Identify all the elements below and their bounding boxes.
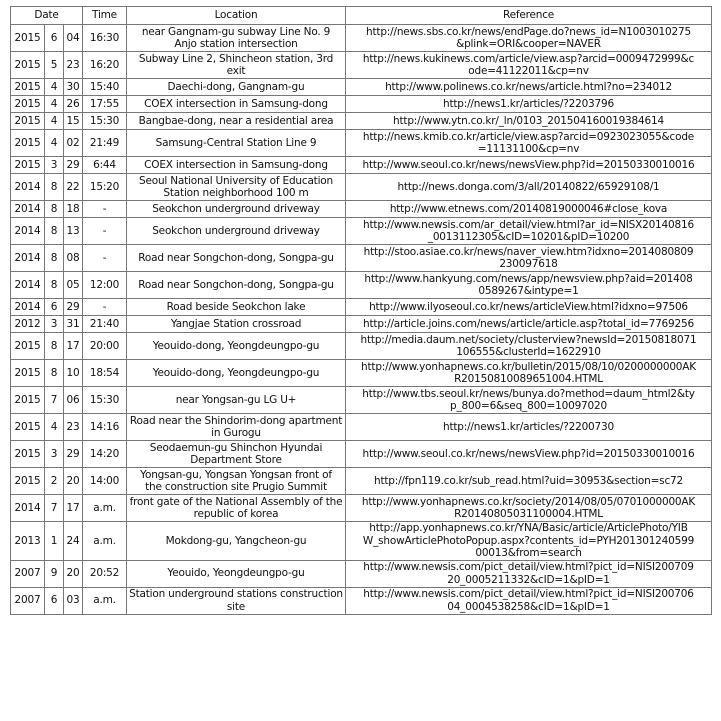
cell-time: 21:40 [83, 316, 127, 333]
table-row [11, 157, 712, 174]
cell-year: 2013 [11, 522, 45, 561]
cell-day: 20 [64, 560, 83, 587]
cell-year: 2007 [11, 587, 45, 614]
cell-day: 22 [64, 174, 83, 201]
table-row [11, 441, 712, 468]
cell-month: 8 [45, 333, 64, 360]
cell-year: 2015 [11, 52, 45, 79]
cell-location: Road beside Seokchon lake [127, 299, 346, 316]
table-row [11, 96, 712, 113]
cell-time: 14:16 [83, 414, 127, 441]
cell-day: 04 [64, 25, 83, 52]
cell-location: front gate of the National Assembly of the republic of korea [127, 495, 346, 522]
table-row [11, 25, 712, 52]
cell-location: Yangjae Station crossroad [127, 316, 346, 333]
cell-day: 23 [64, 414, 83, 441]
cell-day: 02 [64, 130, 83, 157]
cell-day: 23 [64, 52, 83, 79]
table-row [11, 130, 712, 157]
table-row [11, 52, 712, 79]
incident-table [10, 6, 712, 615]
table-row [11, 113, 712, 130]
cell-month: 4 [45, 96, 64, 113]
cell-reference: http://www.ytn.co.kr/_ln/0103_201504160019384614 [346, 113, 712, 130]
cell-month: 6 [45, 587, 64, 614]
cell-reference: http://news.sbs.co.kr/news/endPage.do?news_id=N1003010275 &plink=ORI&cooper=NAVER [346, 25, 712, 52]
table-row [11, 387, 712, 414]
cell-month: 8 [45, 272, 64, 299]
cell-reference: http://fpn119.co.kr/sub_read.html?uid=30953&section=sc72 [346, 468, 712, 495]
cell-time: 6:44 [83, 157, 127, 174]
cell-reference: http://news1.kr/articles/?2203796 [346, 96, 712, 113]
cell-reference: http://www.seoul.co.kr/news/newsView.php?id=20150330010016 [346, 441, 712, 468]
cell-month: 4 [45, 79, 64, 96]
cell-reference: http://article.joins.com/news/article/article.asp?total_id=7769256 [346, 316, 712, 333]
cell-month: 6 [45, 25, 64, 52]
cell-reference: http://media.daum.net/society/clusterview?newsId=20150818071 106555&clusterId=1622910 [346, 333, 712, 360]
cell-year: 2014 [11, 174, 45, 201]
cell-month: 3 [45, 157, 64, 174]
cell-location: Seokchon underground driveway [127, 201, 346, 218]
table-row [11, 245, 712, 272]
cell-reference: http://app.yonhapnews.co.kr/YNA/Basic/article/ArticlePhoto/YIB W_showArticlePhotoPopup.aspx?contents_id=PYH201301240599 00013&from=search [346, 522, 712, 561]
cell-day: 30 [64, 79, 83, 96]
cell-time: - [83, 245, 127, 272]
table-row [11, 560, 712, 587]
cell-day: 20 [64, 468, 83, 495]
cell-time: 17:55 [83, 96, 127, 113]
cell-month: 4 [45, 113, 64, 130]
cell-month: 8 [45, 245, 64, 272]
cell-month: 6 [45, 299, 64, 316]
cell-location: Yeouido, Yeongdeungpo-gu [127, 560, 346, 587]
cell-year: 2014 [11, 201, 45, 218]
cell-month: 5 [45, 52, 64, 79]
cell-reference: http://www.ilyoseoul.co.kr/news/articleView.html?idxno=97506 [346, 299, 712, 316]
cell-day: 18 [64, 201, 83, 218]
cell-year: 2015 [11, 96, 45, 113]
cell-reference: http://www.hankyung.com/news/app/newsview.php?aid=201408 0589267&intype=1 [346, 272, 712, 299]
cell-location: Mokdong-gu, Yangcheon-gu [127, 522, 346, 561]
cell-reference: http://news1.kr/articles/?2200730 [346, 414, 712, 441]
cell-time: - [83, 299, 127, 316]
cell-day: 29 [64, 157, 83, 174]
cell-reference: http://www.newsis.com/pict_detail/view.html?pict_id=NISI200706 04_0004538258&cID=1&pID=1 [346, 587, 712, 614]
cell-day: 05 [64, 272, 83, 299]
cell-month: 2 [45, 468, 64, 495]
cell-time: a.m. [83, 522, 127, 561]
cell-month: 8 [45, 201, 64, 218]
cell-location: Subway Line 2, Shincheon station, 3rd exit [127, 52, 346, 79]
cell-year: 2015 [11, 157, 45, 174]
header-location: Location [127, 7, 346, 25]
cell-time: 20:52 [83, 560, 127, 587]
cell-time: 12:00 [83, 272, 127, 299]
cell-month: 3 [45, 316, 64, 333]
header-reference: Reference [346, 7, 712, 25]
cell-reference: http://www.seoul.co.kr/news/newsView.php?id=20150330010016 [346, 157, 712, 174]
table-header [11, 7, 712, 25]
table-row [11, 414, 712, 441]
cell-time: 15:30 [83, 113, 127, 130]
cell-location: Road near Songchon-dong, Songpa-gu [127, 272, 346, 299]
cell-reference: http://www.newsis.com/ar_detail/view.html?ar_id=NISX20140816 _0013112305&cID=10201&pID=10200 [346, 218, 712, 245]
cell-reference: http://news.donga.com/3/all/20140822/65929108/1 [346, 174, 712, 201]
cell-location: Seokchon underground driveway [127, 218, 346, 245]
cell-location: near Gangnam-gu subway Line No. 9 Anjo station intersection [127, 25, 346, 52]
cell-location: Yongsan-gu, Yongsan Yongsan front of the construction site Prugio Summit [127, 468, 346, 495]
cell-month: 1 [45, 522, 64, 561]
cell-year: 2015 [11, 468, 45, 495]
cell-year: 2015 [11, 130, 45, 157]
table-row [11, 495, 712, 522]
cell-year: 2014 [11, 218, 45, 245]
table-row [11, 360, 712, 387]
cell-month: 8 [45, 360, 64, 387]
cell-location: Daechi-dong, Gangnam-gu [127, 79, 346, 96]
cell-year: 2014 [11, 272, 45, 299]
cell-year: 2015 [11, 387, 45, 414]
cell-day: 13 [64, 218, 83, 245]
cell-location: Seodaemun-gu Shinchon Hyundai Department Store [127, 441, 346, 468]
cell-time: 15:30 [83, 387, 127, 414]
cell-time: - [83, 201, 127, 218]
cell-year: 2015 [11, 441, 45, 468]
cell-month: 3 [45, 441, 64, 468]
cell-year: 2015 [11, 25, 45, 52]
cell-month: 4 [45, 130, 64, 157]
cell-location: Road near Songchon-dong, Songpa-gu [127, 245, 346, 272]
cell-month: 7 [45, 495, 64, 522]
cell-location: Yeouido-dong, Yeongdeungpo-gu [127, 333, 346, 360]
cell-location: Samsung-Central Station Line 9 [127, 130, 346, 157]
cell-day: 17 [64, 495, 83, 522]
cell-day: 15 [64, 113, 83, 130]
table-row [11, 587, 712, 614]
table-row [11, 316, 712, 333]
cell-time: 18:54 [83, 360, 127, 387]
cell-reference: http://news.kukinews.com/article/view.asp?arcid=0009472999&c ode=41122011&cp=nv [346, 52, 712, 79]
header-date: Date [11, 7, 83, 25]
cell-year: 2012 [11, 316, 45, 333]
cell-time: a.m. [83, 495, 127, 522]
cell-day: 06 [64, 387, 83, 414]
cell-location: Bangbae-dong, near a residential area [127, 113, 346, 130]
cell-month: 8 [45, 174, 64, 201]
cell-reference: http://www.yonhapnews.co.kr/society/2014/08/05/0701000000AK R20140805031100004.HTML [346, 495, 712, 522]
cell-time: 16:30 [83, 25, 127, 52]
cell-year: 2014 [11, 245, 45, 272]
cell-time: 15:20 [83, 174, 127, 201]
cell-day: 10 [64, 360, 83, 387]
cell-location: Yeouido-dong, Yeongdeungpo-gu [127, 360, 346, 387]
cell-reference: http://www.polinews.co.kr/news/article.html?no=234012 [346, 79, 712, 96]
cell-location: COEX intersection in Samsung-dong [127, 96, 346, 113]
cell-reference: http://www.etnews.com/20140819000046#close_kova [346, 201, 712, 218]
cell-location: near Yongsan-gu LG U+ [127, 387, 346, 414]
table-row [11, 522, 712, 561]
cell-reference: http://news.kmib.co.kr/article/view.asp?arcid=0923023055&code =11131100&cp=nv [346, 130, 712, 157]
cell-day: 29 [64, 441, 83, 468]
cell-day: 03 [64, 587, 83, 614]
cell-year: 2015 [11, 414, 45, 441]
table-row [11, 201, 712, 218]
table-row [11, 272, 712, 299]
cell-year: 2014 [11, 495, 45, 522]
cell-year: 2014 [11, 299, 45, 316]
cell-reference: http://www.newsis.com/pict_detail/view.html?pict_id=NISI200709 20_0005211332&cID=1&pID=1 [346, 560, 712, 587]
cell-month: 9 [45, 560, 64, 587]
cell-year: 2015 [11, 113, 45, 130]
table-row [11, 218, 712, 245]
cell-month: 8 [45, 218, 64, 245]
cell-day: 29 [64, 299, 83, 316]
sinkhole-incident-table-container [10, 6, 711, 615]
cell-year: 2015 [11, 333, 45, 360]
cell-day: 31 [64, 316, 83, 333]
table-row [11, 174, 712, 201]
cell-month: 4 [45, 414, 64, 441]
cell-reference: http://www.tbs.seoul.kr/news/bunya.do?method=daum_html2&ty p_800=6&seq_800=10097020 [346, 387, 712, 414]
cell-location: COEX intersection in Samsung-dong [127, 157, 346, 174]
table-row [11, 468, 712, 495]
table-row [11, 333, 712, 360]
cell-year: 2015 [11, 79, 45, 96]
cell-day: 17 [64, 333, 83, 360]
cell-time: 15:40 [83, 79, 127, 96]
cell-time: a.m. [83, 587, 127, 614]
cell-month: 7 [45, 387, 64, 414]
cell-time: 16:20 [83, 52, 127, 79]
cell-location: Station underground stations construction site [127, 587, 346, 614]
cell-day: 24 [64, 522, 83, 561]
cell-time: 21:49 [83, 130, 127, 157]
cell-time: 14:20 [83, 441, 127, 468]
table-body [11, 25, 712, 615]
cell-time: 20:00 [83, 333, 127, 360]
cell-year: 2007 [11, 560, 45, 587]
table-row [11, 79, 712, 96]
cell-reference: http://www.yonhapnews.co.kr/bulletin/2015/08/10/0200000000AK R20150810089651004.HTML [346, 360, 712, 387]
cell-time: - [83, 218, 127, 245]
cell-reference: http://stoo.asiae.co.kr/news/naver_view.htm?idxno=2014080809 230097618 [346, 245, 712, 272]
cell-day: 08 [64, 245, 83, 272]
header-time: Time [83, 7, 127, 25]
cell-location: Road near the Shindorim-dong apartment in Gurogu [127, 414, 346, 441]
cell-day: 26 [64, 96, 83, 113]
cell-time: 14:00 [83, 468, 127, 495]
table-row [11, 299, 712, 316]
cell-year: 2015 [11, 360, 45, 387]
cell-location: Seoul National University of Education Station neighborhood 100 m [127, 174, 346, 201]
